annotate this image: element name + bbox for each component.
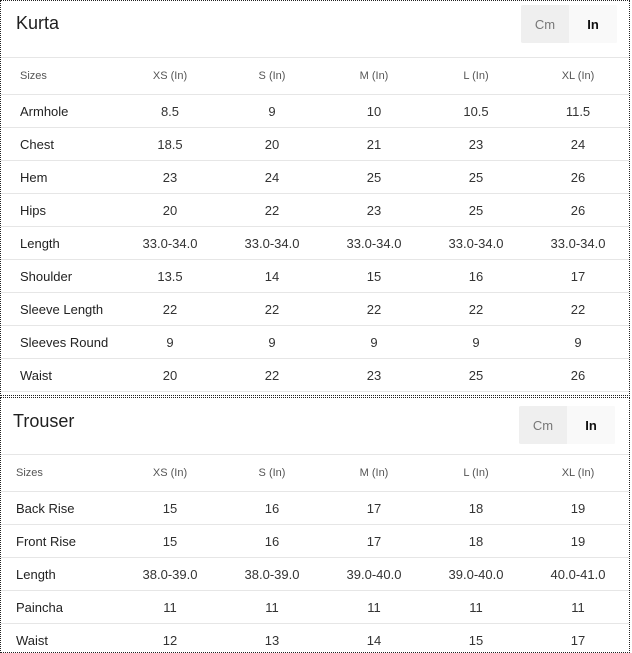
size-value-cell: 22 xyxy=(425,293,527,326)
row-label: Back Rise xyxy=(1,492,119,525)
column-header-xl: XL (In) xyxy=(527,455,629,492)
size-value-cell: 22 xyxy=(323,293,425,326)
size-value-cell: 15 xyxy=(323,260,425,293)
size-value-cell: 11 xyxy=(119,591,221,624)
size-value-cell: 33.0-34.0 xyxy=(425,227,527,260)
size-value-cell: 11 xyxy=(323,591,425,624)
column-header-m: M (In) xyxy=(323,58,425,95)
size-value-cell: 18 xyxy=(425,525,527,558)
size-value-cell: 23 xyxy=(119,161,221,194)
size-value-cell: 33.0-34.0 xyxy=(527,227,629,260)
size-value-cell: 21 xyxy=(323,128,425,161)
size-value-cell: 33.0-34.0 xyxy=(221,227,323,260)
size-value-cell: 17 xyxy=(323,525,425,558)
trouser-title: Trouser xyxy=(13,411,75,431)
table-header-row xyxy=(1,58,629,95)
trouser-size-chart xyxy=(0,397,630,653)
row-label: Hem xyxy=(1,161,119,194)
size-value-cell: 22 xyxy=(221,359,323,392)
column-header-xs: XS (In) xyxy=(119,455,221,492)
kurta-unit-in-button[interactable]: In xyxy=(569,5,617,43)
size-value-cell: 13 xyxy=(221,624,323,653)
size-value-cell: 12 xyxy=(119,624,221,653)
size-value-cell: 19 xyxy=(527,525,629,558)
size-value-cell: 11 xyxy=(425,591,527,624)
size-value-cell: 13.5 xyxy=(119,260,221,293)
size-value-cell: 9 xyxy=(425,326,527,359)
size-value-cell: 9 xyxy=(527,326,629,359)
column-header-l: L (In) xyxy=(425,455,527,492)
trouser-unit-in-button[interactable]: In xyxy=(567,406,615,444)
size-value-cell: 38.0-39.0 xyxy=(221,558,323,591)
table-row xyxy=(1,359,629,392)
size-value-cell: 10.5 xyxy=(425,95,527,128)
table-row xyxy=(1,558,629,591)
row-label: Hips xyxy=(1,194,119,227)
table-row xyxy=(1,492,629,525)
row-label: Sleeve Length xyxy=(1,293,119,326)
size-value-cell: 11 xyxy=(221,591,323,624)
size-value-cell: 15 xyxy=(119,525,221,558)
size-value-cell: 9 xyxy=(221,95,323,128)
size-value-cell: 33.0-34.0 xyxy=(119,227,221,260)
column-header-sizes: Sizes xyxy=(1,455,119,492)
table-row xyxy=(1,95,629,128)
size-value-cell: 25 xyxy=(425,161,527,194)
size-value-cell: 23 xyxy=(323,194,425,227)
size-value-cell: 38.0-39.0 xyxy=(119,558,221,591)
size-value-cell: 20 xyxy=(221,128,323,161)
row-label: Chest xyxy=(1,128,119,161)
size-value-cell: 16 xyxy=(425,260,527,293)
row-label: Armhole xyxy=(1,95,119,128)
size-value-cell: 23 xyxy=(323,359,425,392)
size-value-cell: 9 xyxy=(221,326,323,359)
row-label: Paincha xyxy=(1,591,119,624)
size-value-cell: 22 xyxy=(221,194,323,227)
size-value-cell: 39.0-40.0 xyxy=(425,558,527,591)
size-value-cell: 24 xyxy=(221,161,323,194)
size-value-cell: 26 xyxy=(527,359,629,392)
row-label: Waist xyxy=(1,359,119,392)
size-value-cell: 24 xyxy=(527,128,629,161)
size-value-cell: 14 xyxy=(221,260,323,293)
size-value-cell: 16 xyxy=(221,492,323,525)
size-value-cell: 9 xyxy=(323,326,425,359)
row-label: Length xyxy=(1,558,119,591)
column-header-s: S (In) xyxy=(221,58,323,95)
size-value-cell: 23 xyxy=(425,128,527,161)
trouser-unit-toggle xyxy=(519,406,615,444)
table-row xyxy=(1,591,629,624)
size-value-cell: 40.0-41.0 xyxy=(527,558,629,591)
size-value-cell: 22 xyxy=(119,293,221,326)
size-value-cell: 19 xyxy=(527,492,629,525)
size-value-cell: 26 xyxy=(527,194,629,227)
size-value-cell: 17 xyxy=(323,492,425,525)
table-header-row xyxy=(1,455,629,492)
size-value-cell: 17 xyxy=(527,260,629,293)
column-header-sizes: Sizes xyxy=(1,58,119,95)
table-row xyxy=(1,161,629,194)
size-value-cell: 16 xyxy=(221,525,323,558)
size-value-cell: 20 xyxy=(119,194,221,227)
size-value-cell: 39.0-40.0 xyxy=(323,558,425,591)
kurta-unit-toggle xyxy=(521,5,617,43)
size-value-cell: 18.5 xyxy=(119,128,221,161)
size-value-cell: 25 xyxy=(323,161,425,194)
table-row xyxy=(1,525,629,558)
size-value-cell: 22 xyxy=(221,293,323,326)
table-row xyxy=(1,194,629,227)
size-value-cell: 20 xyxy=(119,359,221,392)
size-value-cell: 18 xyxy=(425,492,527,525)
row-label: Shoulder xyxy=(1,260,119,293)
size-value-cell: 17 xyxy=(527,624,629,653)
trouser-header xyxy=(1,398,629,454)
table-row xyxy=(1,293,629,326)
kurta-title: Kurta xyxy=(16,13,60,33)
size-value-cell: 11.5 xyxy=(527,95,629,128)
size-value-cell: 25 xyxy=(425,359,527,392)
size-value-cell: 15 xyxy=(425,624,527,653)
row-label: Length xyxy=(1,227,119,260)
size-value-cell: 9 xyxy=(119,326,221,359)
size-value-cell: 33.0-34.0 xyxy=(323,227,425,260)
size-value-cell: 8.5 xyxy=(119,95,221,128)
size-value-cell: 11 xyxy=(527,591,629,624)
kurta-header xyxy=(1,1,629,57)
table-row xyxy=(1,624,629,653)
row-label: Front Rise xyxy=(1,525,119,558)
kurta-size-table xyxy=(1,57,629,392)
size-value-cell: 22 xyxy=(527,293,629,326)
table-row xyxy=(1,227,629,260)
size-value-cell: 15 xyxy=(119,492,221,525)
table-row xyxy=(1,326,629,359)
table-row xyxy=(1,128,629,161)
trouser-unit-cm-button[interactable]: Cm xyxy=(519,406,567,444)
size-value-cell: 10 xyxy=(323,95,425,128)
column-header-xl: XL (In) xyxy=(527,58,629,95)
column-header-s: S (In) xyxy=(221,455,323,492)
trouser-size-table xyxy=(1,454,629,653)
size-value-cell: 26 xyxy=(527,161,629,194)
size-value-cell: 25 xyxy=(425,194,527,227)
column-header-xs: XS (In) xyxy=(119,58,221,95)
row-label: Sleeves Round xyxy=(1,326,119,359)
kurta-unit-cm-button[interactable]: Cm xyxy=(521,5,569,43)
column-header-m: M (In) xyxy=(323,455,425,492)
size-value-cell: 14 xyxy=(323,624,425,653)
table-row xyxy=(1,260,629,293)
column-header-l: L (In) xyxy=(425,58,527,95)
row-label: Waist xyxy=(1,624,119,653)
